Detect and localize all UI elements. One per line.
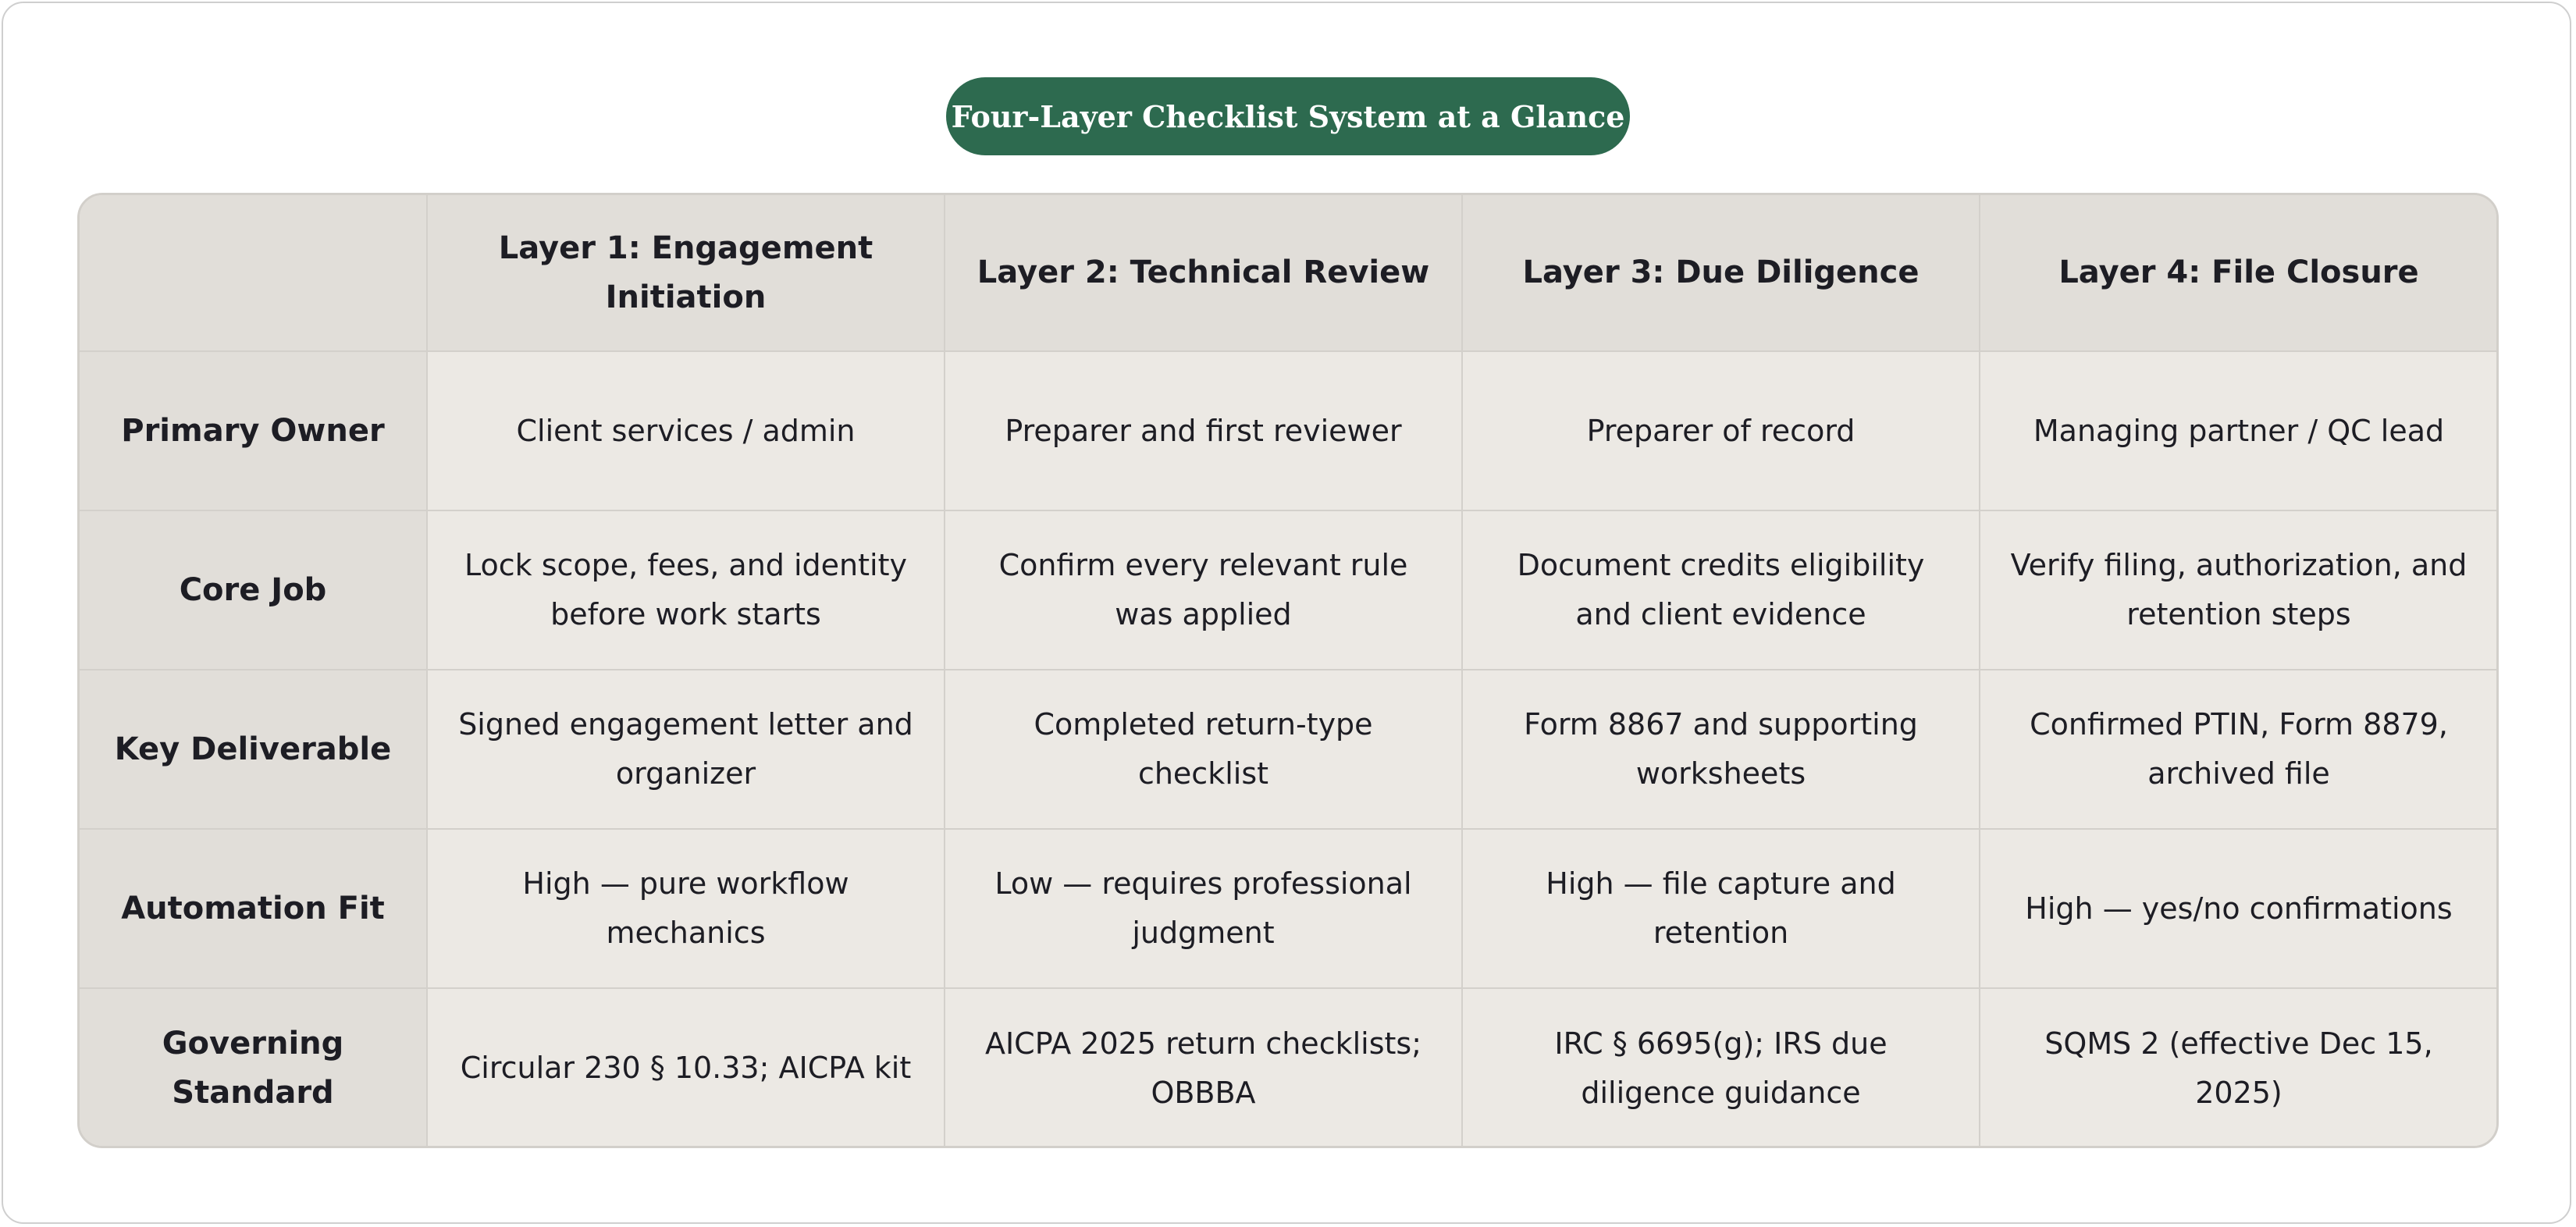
checklist-table xyxy=(80,195,2497,1147)
title-banner: Four-Layer Checklist System at a Glance xyxy=(946,77,1630,155)
column-header-layer-4: Layer 4: File Closure xyxy=(1980,195,2497,351)
table-cell: Confirmed PTIN, Form 8879, archived file xyxy=(1980,670,2497,829)
table-cell: Signed engagement letter and organizer xyxy=(427,670,945,829)
row-header-automation-fit: Automation Fit xyxy=(80,829,427,988)
table-cell: SQMS 2 (effective Dec 15, 2025) xyxy=(1980,988,2497,1147)
table-cell: Managing partner / QC lead xyxy=(1980,351,2497,510)
table-cell: Document credits eligibility and client evidence xyxy=(1462,510,1980,670)
checklist-table-container xyxy=(77,193,2499,1148)
corner-cell xyxy=(80,195,427,351)
table-row xyxy=(80,351,2497,510)
table-row xyxy=(80,988,2497,1147)
table-cell: Circular 230 § 10.33; AICPA kit xyxy=(427,988,945,1147)
table-cell: IRC § 6695(g); IRS due diligence guidance xyxy=(1462,988,1980,1147)
table-cell: Preparer of record xyxy=(1462,351,1980,510)
table-cell: High — pure workflow mechanics xyxy=(427,829,945,988)
table-row xyxy=(80,510,2497,670)
column-header-layer-1: Layer 1: Engagement Initiation xyxy=(427,195,945,351)
column-header-layer-3: Layer 3: Due Diligence xyxy=(1462,195,1980,351)
header-row xyxy=(80,195,2497,351)
row-header-primary-owner: Primary Owner xyxy=(80,351,427,510)
table-cell: Client services / admin xyxy=(427,351,945,510)
table-row xyxy=(80,670,2497,829)
table-row xyxy=(80,829,2497,988)
table-cell: Confirm every relevant rule was applied xyxy=(945,510,1462,670)
row-header-core-job: Core Job xyxy=(80,510,427,670)
table-cell: Verify filing, authorization, and retention steps xyxy=(1980,510,2497,670)
table-cell: Lock scope, fees, and identity before work starts xyxy=(427,510,945,670)
table-cell: High — yes/no confirmations xyxy=(1980,829,2497,988)
column-header-layer-2: Layer 2: Technical Review xyxy=(945,195,1462,351)
table-cell: Low — requires professional judgment xyxy=(945,829,1462,988)
table-cell: High — file capture and retention xyxy=(1462,829,1980,988)
row-header-key-deliverable: Key Deliverable xyxy=(80,670,427,829)
table-cell: Form 8867 and supporting worksheets xyxy=(1462,670,1980,829)
table-cell: AICPA 2025 return checklists; OBBBA xyxy=(945,988,1462,1147)
table-cell: Preparer and first reviewer xyxy=(945,351,1462,510)
row-header-governing-standard: Governing Standard xyxy=(80,988,427,1147)
table-cell: Completed return-type checklist xyxy=(945,670,1462,829)
